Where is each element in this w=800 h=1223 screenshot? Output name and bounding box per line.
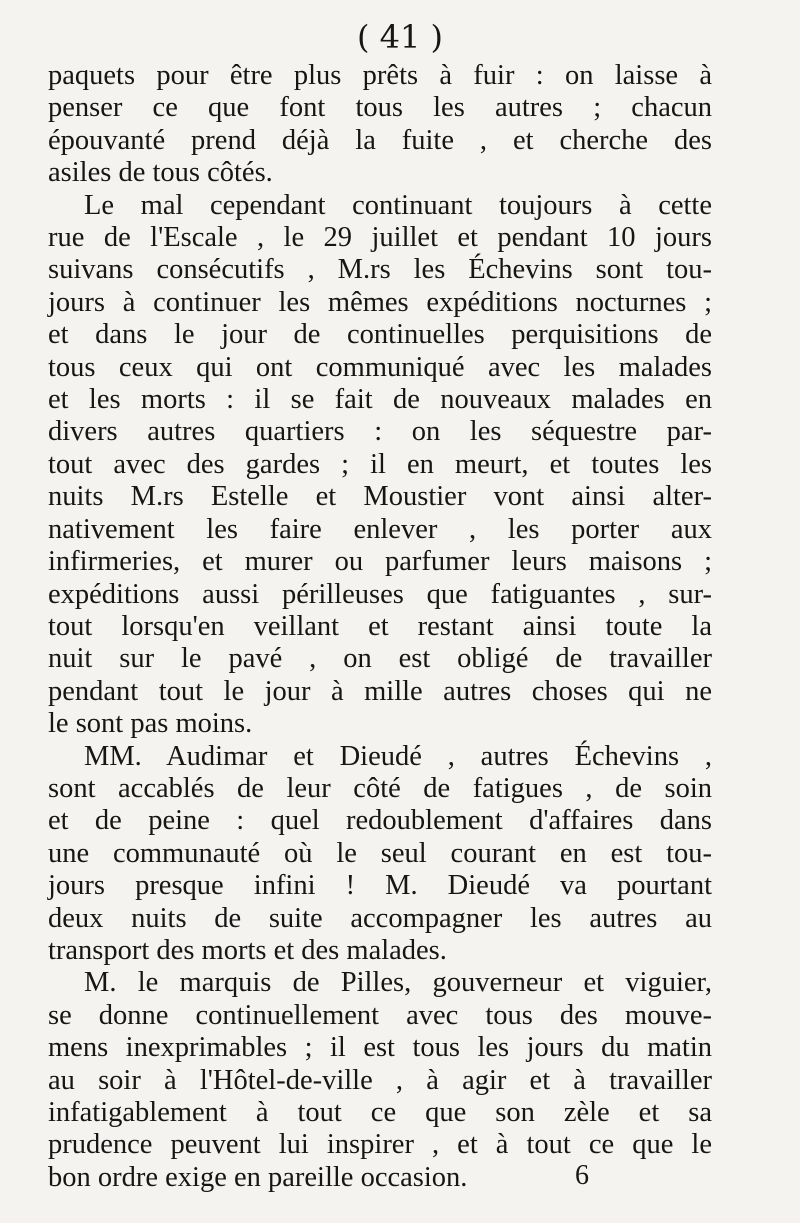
text-line: nuit sur le pavé , on est obligé de travailler bbox=[48, 643, 712, 675]
text-line: nuits M.rs Estelle et Moustier vont ainsi alter- bbox=[48, 481, 712, 513]
text-line: tout lorsqu'en veillant et restant ainsi toute la bbox=[48, 610, 712, 642]
text-line: tous ceux qui ont communiqué avec les malades bbox=[48, 351, 712, 383]
text-line: M. le marquis de Pilles, gouverneur et viguier, bbox=[84, 967, 712, 999]
text-line: mens inexprimables ; il est tous les jours du matin bbox=[48, 1032, 712, 1064]
text-line: jours presque infini ! M. Dieudé va pourtant bbox=[48, 870, 712, 902]
text-line: nativement les faire enlever , les porter aux bbox=[48, 513, 712, 545]
paragraph bbox=[48, 967, 712, 1194]
text-line: rue de l'Escale , le 29 juillet et pendant 10 jours bbox=[48, 222, 712, 254]
text-line: deux nuits de suite accompagner les autres au bbox=[48, 902, 712, 934]
text-line: se donne continuellement avec tous des mouve- bbox=[48, 999, 712, 1031]
text-line: pendant tout le jour à mille autres choses qui ne bbox=[48, 675, 712, 707]
text-line: Le mal cependant continuant toujours à cette bbox=[84, 189, 712, 221]
text-line: épouvanté prend déjà la fuite , et cherche des bbox=[48, 124, 712, 156]
text-line: infatigablement à tout ce que son zèle et sa bbox=[48, 1097, 712, 1128]
paragraph bbox=[48, 741, 712, 968]
text-line: suivans consécutifs , M.rs les Échevins sont tou- bbox=[48, 254, 712, 286]
text-line: sont accablés de leur côté de fatigues , de soin bbox=[48, 772, 712, 804]
text-line: infirmeries, et murer ou parfumer leurs maisons ; bbox=[48, 546, 712, 578]
text-line: penser ce que font tous les autres ; chacun bbox=[48, 92, 712, 124]
text-line: MM. Audimar et Dieudé , autres Échevins , bbox=[84, 740, 712, 772]
text-line: au soir à l'Hôtel-de-ville , à agir et à travailler bbox=[48, 1064, 712, 1096]
text-line: jours à continuer les mêmes expéditions nocturnes ; bbox=[48, 286, 712, 318]
text-line: une communauté où le seul courant en est tou- bbox=[48, 837, 712, 869]
text-line: transport des morts et des malades. bbox=[48, 934, 447, 966]
paragraph bbox=[48, 190, 712, 741]
text-line: paquets pour être plus prêts à fuir : on laisse à bbox=[48, 60, 712, 91]
text-body bbox=[48, 60, 712, 1194]
text-line: et dans le jour de continuelles perquisitions de bbox=[48, 319, 712, 351]
signature-mark: 6 bbox=[575, 1160, 589, 1191]
page-number: ( 41 ) bbox=[356, 18, 444, 56]
text-line: tout avec des gardes ; il en meurt, et toutes les bbox=[48, 448, 712, 480]
paragraph bbox=[48, 60, 712, 190]
text-line: et de peine : quel redoublement d'affaires dans bbox=[48, 805, 712, 837]
text-line: et les morts : il se fait de nouveaux malades en bbox=[48, 384, 712, 416]
text-line: le sont pas moins. bbox=[48, 708, 253, 740]
text-line: prudence peuvent lui inspirer , et à tout ce que le bbox=[48, 1129, 712, 1161]
text-line: asiles de tous côtés. bbox=[48, 157, 273, 189]
text-line: expéditions aussi périlleuses que fatiguantes , sur- bbox=[48, 578, 712, 610]
text-line: divers autres quartiers : on les séquestre par- bbox=[48, 416, 712, 448]
text-line: bon ordre exige en pareille occasion. bbox=[48, 1161, 468, 1193]
